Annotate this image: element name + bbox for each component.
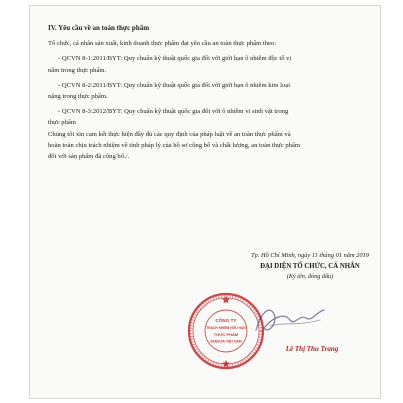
regulation-item-2-line-1: - QCVN 8-2:2011/BYT: Quy chuẩn kỹ thuật quốc gia đối với giới hạn ô nhiễm kim loại [58,81,291,89]
stamp-line-4: SENSUIA VIỆT NAM [210,339,242,344]
document-body [48,23,358,162]
handwritten-signature [250,300,330,340]
regulation-item-1-line-1: - QCVN 8-1:2011/BYT: Quy chuẩn kỹ thuật quốc gia đối với giới hạn ô nhiễm độc tố vi [58,55,292,63]
stamp-line-2: TRÁCH NHIỆM HỮU HẠN [206,326,246,330]
regulation-item-2-line-2: nặng trong thực phẩm. [48,92,108,100]
regulation-item-1-line-2: nấm trong thực phẩm. [48,66,107,74]
commitment-line-2: hoàn toàn chịu trách nhiệm về tính pháp lý của hồ sơ công bố và chất lượng, an toàn thực phẩm [48,141,300,149]
signoff-block [230,251,390,282]
stamp-line-3: THỰC PHẨM [213,332,239,337]
commitment-line-1: Chúng tôi xin cam kết thực hiện đầy đủ các quy định của pháp luật về an toàn thực phẩm và [48,130,291,138]
commitment-line-3: đối với sản phẩm đã công bố./. [48,152,130,160]
signer-name: Lê Thị Thu Trang [285,345,339,353]
regulation-item-3-line-1: - QCVN 8-3:2012/BYT: Quy chuẩn kỹ thuật quốc gia đối với ô nhiễm vi sinh vật trong [58,108,289,116]
sign-note: (Ký tên, đóng dấu) [286,273,334,280]
section-intro: Tổ chức, cá nhân sản xuất, kinh doanh thực phẩm đạt yêu cầu an toàn thực phẩm theo: [48,40,277,48]
place-date: Tp. Hồ Chí Minh, ngày 11 tháng 01 năm 2019 [251,252,369,259]
section-heading: IV. Yêu cầu về an toàn thực phẩm [48,24,150,32]
regulation-item-3-line-2: thực phẩm [48,119,76,127]
stamp-line-1: CÔNG TY [215,318,237,323]
representative-title: ĐẠI DIỆN TỔ CHỨC, CÁ NHÂN [260,263,360,270]
